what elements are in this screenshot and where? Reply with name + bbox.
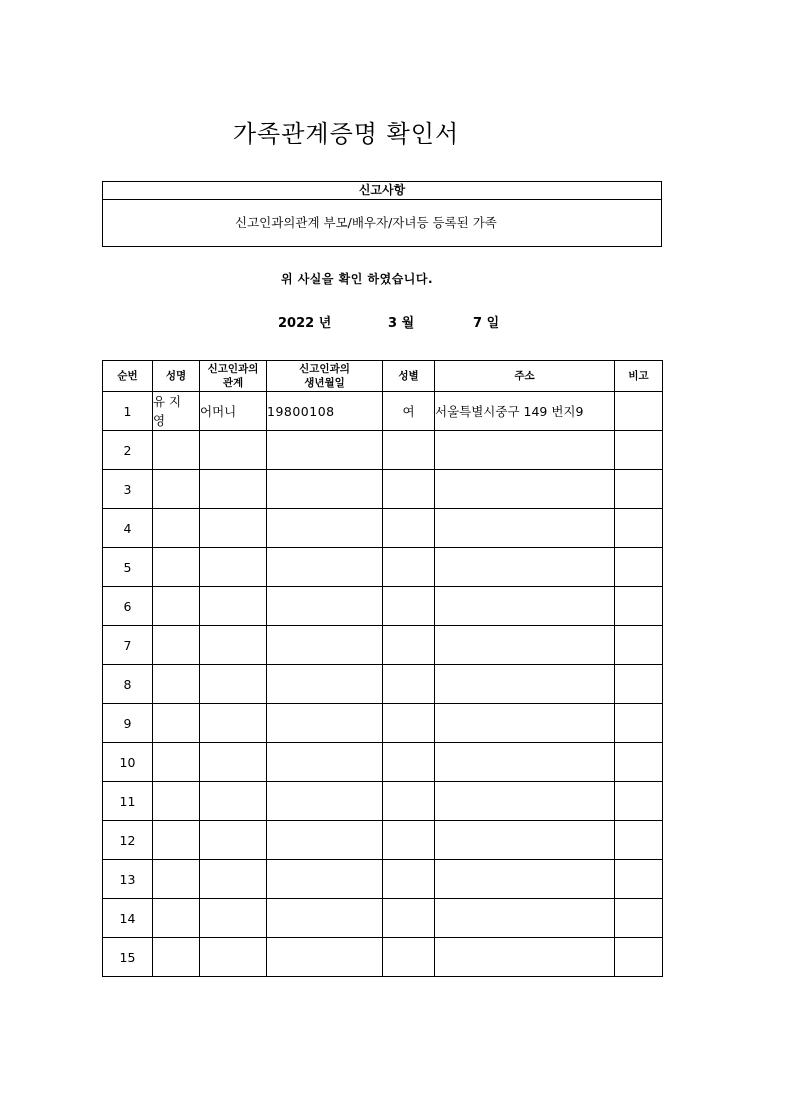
- row-relation: [200, 665, 267, 704]
- confirmation-statement: 위 사실을 확인 하였습니다.: [280, 272, 434, 286]
- row-address: [435, 782, 615, 821]
- row-address: [435, 899, 615, 938]
- row-number: 12: [103, 821, 153, 860]
- row-note: [615, 587, 663, 626]
- row-number: 13: [103, 860, 153, 899]
- row-gender: [383, 626, 435, 665]
- row-birthdate: [267, 665, 383, 704]
- row-relation: [200, 509, 267, 548]
- row-birthdate: [267, 743, 383, 782]
- date-year: 2022 년: [278, 316, 332, 331]
- header-number: 순번: [103, 361, 153, 392]
- table-row: [103, 470, 663, 509]
- row-gender: [383, 470, 435, 509]
- date-month: 3 월: [388, 316, 415, 331]
- row-address: 서울특별시중구 149 번지9: [435, 392, 615, 431]
- report-info-body: 신고인과의관계 부모/배우자/자녀등 등록된 가족: [235, 215, 497, 230]
- row-note: [615, 782, 663, 821]
- report-info-header: 신고사항: [103, 182, 661, 200]
- row-relation: [200, 743, 267, 782]
- table-row: [103, 587, 663, 626]
- row-name: [153, 548, 200, 587]
- row-gender: [383, 860, 435, 899]
- table-row: [103, 938, 663, 977]
- row-gender: 여: [383, 392, 435, 431]
- row-relation: [200, 626, 267, 665]
- row-relation: [200, 938, 267, 977]
- row-name: [153, 743, 200, 782]
- row-name: [153, 704, 200, 743]
- table-row: [103, 548, 663, 587]
- row-relation: [200, 431, 267, 470]
- table-row: [103, 860, 663, 899]
- header-name: 성명: [153, 361, 200, 392]
- row-number: 5: [103, 548, 153, 587]
- row-birthdate: [267, 626, 383, 665]
- row-note: [615, 392, 663, 431]
- row-note: [615, 743, 663, 782]
- row-relation: [200, 587, 267, 626]
- report-info-box: [102, 181, 662, 247]
- row-address: [435, 470, 615, 509]
- table-row: [103, 899, 663, 938]
- row-birthdate: [267, 587, 383, 626]
- row-name: [153, 626, 200, 665]
- row-address: [435, 509, 615, 548]
- row-birthdate: 19800108: [267, 392, 383, 431]
- row-birthdate: [267, 470, 383, 509]
- row-note: [615, 548, 663, 587]
- row-relation: [200, 470, 267, 509]
- header-gender: 성별: [383, 361, 435, 392]
- row-birthdate: [267, 860, 383, 899]
- date-day: 7 일: [473, 316, 500, 331]
- row-gender: [383, 431, 435, 470]
- table-header-row: [103, 361, 663, 392]
- row-note: [615, 821, 663, 860]
- family-table: [102, 360, 663, 977]
- row-number: 1: [103, 392, 153, 431]
- table-row: [103, 431, 663, 470]
- row-note: [615, 509, 663, 548]
- row-name: [153, 899, 200, 938]
- row-note: [615, 626, 663, 665]
- row-number: 7: [103, 626, 153, 665]
- table-row: [103, 665, 663, 704]
- row-gender: [383, 548, 435, 587]
- row-gender: [383, 938, 435, 977]
- row-relation: 어머니: [200, 392, 267, 431]
- row-address: [435, 860, 615, 899]
- header-relation: 신고인과의 관계: [200, 361, 267, 392]
- table-row: [103, 821, 663, 860]
- row-address: [435, 626, 615, 665]
- row-gender: [383, 509, 435, 548]
- row-number: 10: [103, 743, 153, 782]
- row-note: [615, 704, 663, 743]
- row-name: [153, 860, 200, 899]
- row-name: [153, 821, 200, 860]
- row-address: [435, 743, 615, 782]
- row-note: [615, 665, 663, 704]
- row-address: [435, 665, 615, 704]
- table-row: [103, 626, 663, 665]
- row-gender: [383, 899, 435, 938]
- row-birthdate: [267, 431, 383, 470]
- row-name: [153, 470, 200, 509]
- row-relation: [200, 821, 267, 860]
- row-birthdate: [267, 821, 383, 860]
- row-name: [153, 431, 200, 470]
- row-name: [153, 782, 200, 821]
- row-name: [153, 587, 200, 626]
- row-number: 15: [103, 938, 153, 977]
- row-name: [153, 509, 200, 548]
- row-birthdate: [267, 938, 383, 977]
- table-row: [103, 392, 663, 431]
- table-row: [103, 509, 663, 548]
- row-address: [435, 587, 615, 626]
- row-address: [435, 431, 615, 470]
- table-row: [103, 743, 663, 782]
- row-name: 유 지 영: [153, 392, 200, 431]
- row-gender: [383, 704, 435, 743]
- table-row: [103, 782, 663, 821]
- row-address: [435, 938, 615, 977]
- row-number: 6: [103, 587, 153, 626]
- row-name: [153, 938, 200, 977]
- row-note: [615, 938, 663, 977]
- row-birthdate: [267, 899, 383, 938]
- row-birthdate: [267, 509, 383, 548]
- row-number: 8: [103, 665, 153, 704]
- table-row: [103, 704, 663, 743]
- row-relation: [200, 782, 267, 821]
- row-number: 2: [103, 431, 153, 470]
- row-address: [435, 548, 615, 587]
- row-name: [153, 665, 200, 704]
- row-number: 14: [103, 899, 153, 938]
- row-birthdate: [267, 782, 383, 821]
- row-birthdate: [267, 704, 383, 743]
- row-gender: [383, 587, 435, 626]
- document-title: 가족관계증명 확인서: [232, 120, 460, 148]
- row-number: 3: [103, 470, 153, 509]
- row-number: 4: [103, 509, 153, 548]
- header-birthdate: 신고인과의 생년월일: [267, 361, 383, 392]
- row-relation: [200, 548, 267, 587]
- row-number: 11: [103, 782, 153, 821]
- row-relation: [200, 899, 267, 938]
- header-note: 비고: [615, 361, 663, 392]
- row-gender: [383, 782, 435, 821]
- row-number: 9: [103, 704, 153, 743]
- row-gender: [383, 665, 435, 704]
- row-note: [615, 899, 663, 938]
- table-body: [103, 392, 663, 977]
- header-address: 주소: [435, 361, 615, 392]
- row-gender: [383, 821, 435, 860]
- row-gender: [383, 743, 435, 782]
- row-relation: [200, 704, 267, 743]
- row-note: [615, 470, 663, 509]
- row-note: [615, 431, 663, 470]
- row-birthdate: [267, 548, 383, 587]
- row-note: [615, 860, 663, 899]
- row-relation: [200, 860, 267, 899]
- row-address: [435, 821, 615, 860]
- row-address: [435, 704, 615, 743]
